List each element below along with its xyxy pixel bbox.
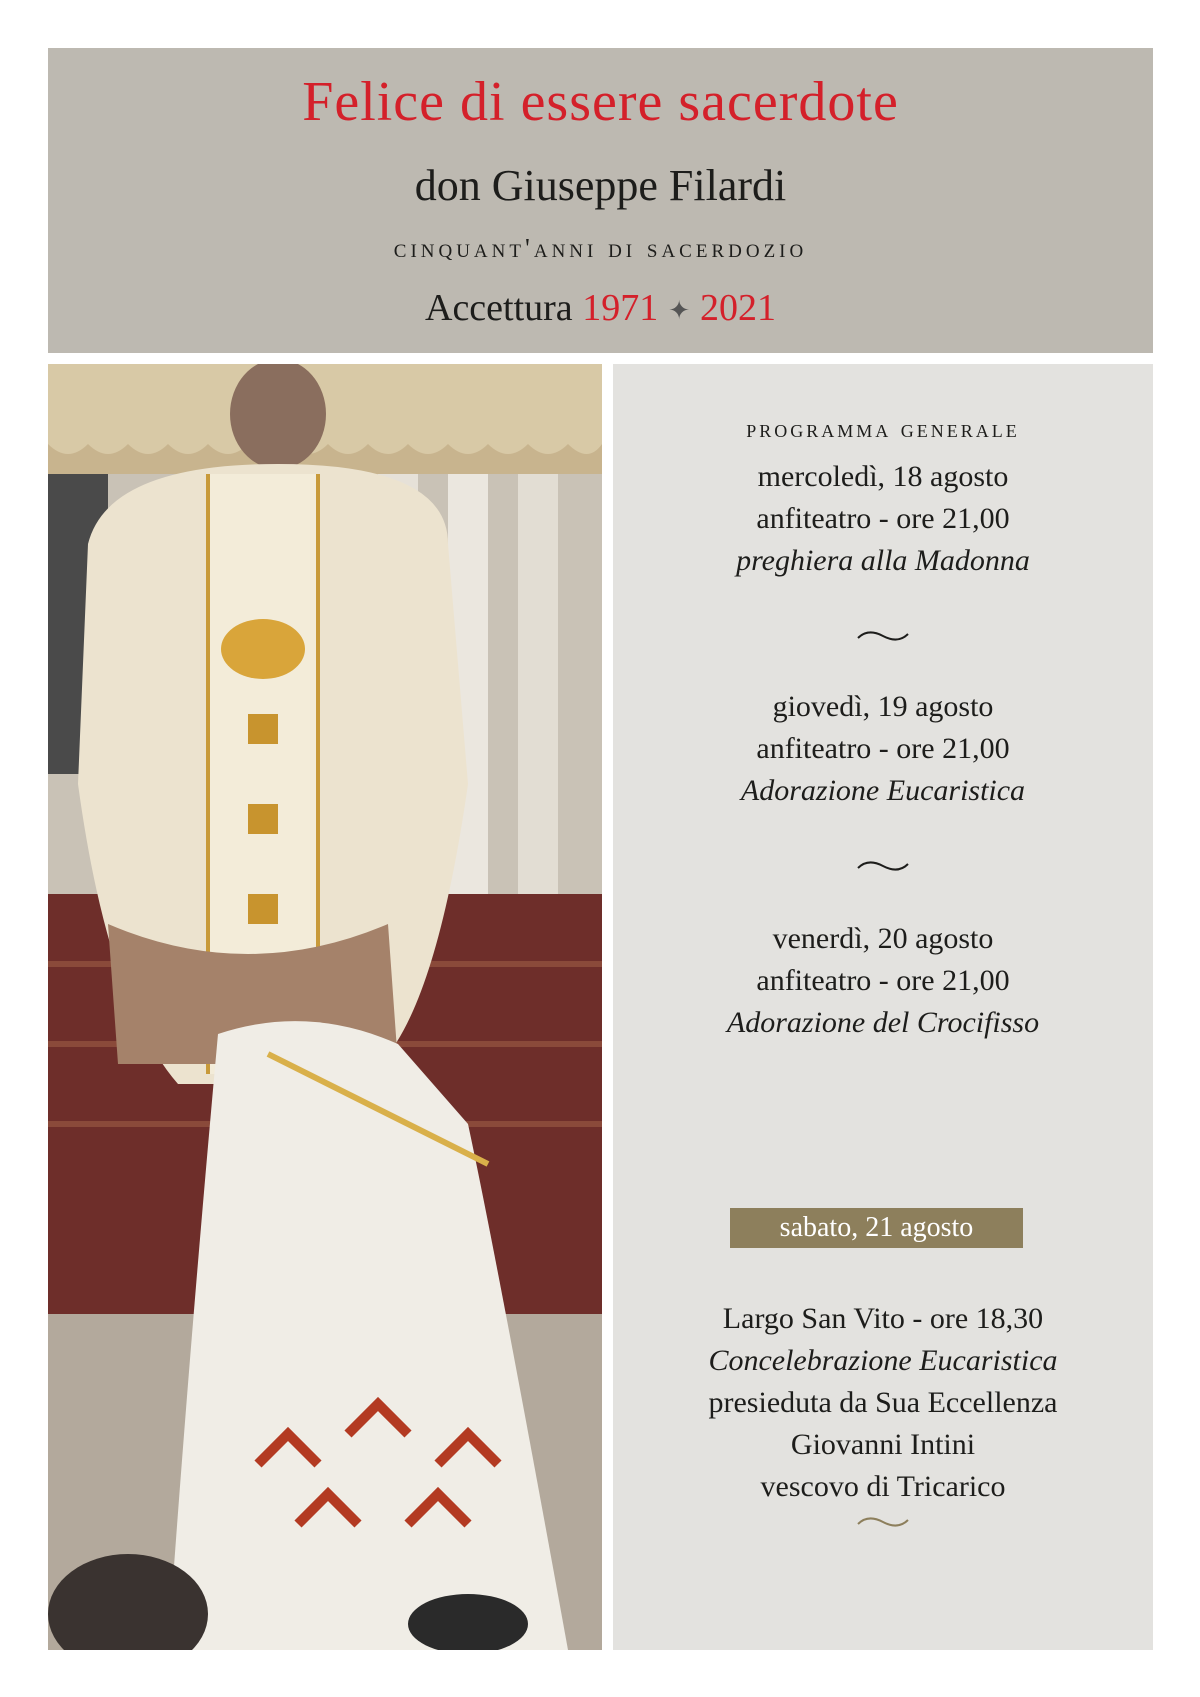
final-date-badge: sabato, 21 agosto bbox=[730, 1208, 1023, 1248]
place-name: Accettura bbox=[425, 287, 573, 329]
swirl-ornament-icon bbox=[853, 1512, 913, 1532]
event-place-time: anfiteatro - ore 21,00 bbox=[756, 502, 1010, 535]
ordination-photo bbox=[48, 364, 602, 1650]
event-place-time: anfiteatro - ore 21,00 bbox=[756, 964, 1010, 997]
event-2 bbox=[613, 686, 1153, 812]
event-description: Adorazione del Crocifisso bbox=[726, 1006, 1040, 1039]
separator-glyph: ✦ bbox=[668, 296, 690, 326]
event-3 bbox=[613, 918, 1153, 1044]
year-start: 1971 bbox=[582, 287, 659, 329]
event-description: Concelebrazione Eucaristica bbox=[708, 1344, 1058, 1377]
program-panel bbox=[613, 364, 1153, 1650]
event-description: Adorazione Eucaristica bbox=[740, 774, 1026, 807]
year-end: 2021 bbox=[699, 287, 776, 329]
event-date: mercoledì, 18 agosto bbox=[757, 460, 1009, 493]
poster-title: Felice di essere sacerdote bbox=[302, 71, 899, 133]
anniversary-subtitle: cinquant'anni di sacerdozio bbox=[393, 233, 808, 263]
place-years bbox=[48, 286, 1153, 330]
swirl-ornament-icon bbox=[853, 856, 913, 876]
event-final bbox=[613, 1298, 1153, 1508]
event-place-time: anfiteatro - ore 21,00 bbox=[756, 732, 1010, 765]
event-line-bishop: Giovanni Intini bbox=[790, 1428, 976, 1461]
event-line-presided: presieduta da Sua Eccellenza bbox=[708, 1386, 1058, 1419]
swirl-ornament-icon bbox=[853, 626, 913, 646]
program-title: programma generale bbox=[746, 414, 1020, 443]
header-banner bbox=[48, 48, 1153, 353]
event-line-diocese: vescovo di Tricarico bbox=[760, 1470, 1006, 1503]
event-1 bbox=[613, 456, 1153, 582]
event-place-time: Largo San Vito - ore 18,30 bbox=[722, 1302, 1044, 1335]
event-date: venerdì, 20 agosto bbox=[772, 922, 994, 955]
event-date: giovedì, 19 agosto bbox=[772, 690, 994, 723]
priest-name: don Giuseppe Filardi bbox=[414, 161, 787, 210]
event-description: preghiera alla Madonna bbox=[736, 544, 1030, 577]
